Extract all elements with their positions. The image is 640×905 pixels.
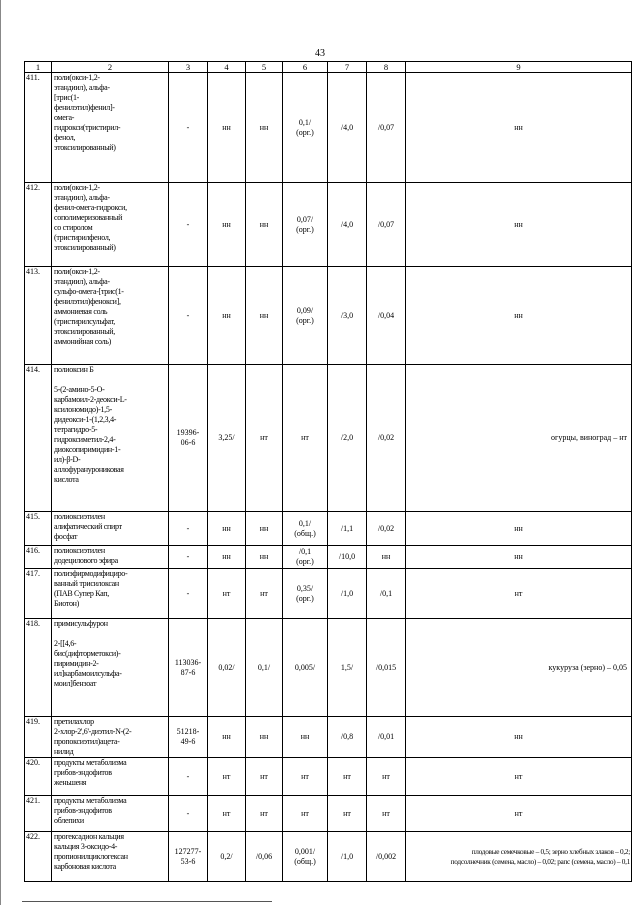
crop-residue-limits bbox=[406, 619, 632, 717]
cell-line: 0,07/ bbox=[296, 214, 314, 224]
value-col-7: /1,1 bbox=[328, 512, 367, 546]
value-col-6 bbox=[283, 796, 328, 832]
substance-name bbox=[52, 546, 169, 569]
cell-line: фосфат bbox=[54, 532, 78, 541]
cell-line: этандиил), альфа- bbox=[54, 277, 110, 286]
cell-line: нт bbox=[514, 588, 523, 598]
cell-line: плодовые семечковые – 0,5; зерно хлебных злаков – 0,2; bbox=[471, 846, 630, 856]
value-col-4: нт bbox=[208, 758, 246, 796]
cell-line: аллофуранурониковая bbox=[54, 465, 124, 474]
cell-line: нт bbox=[514, 808, 523, 818]
cell-line: женьшеня bbox=[54, 778, 87, 787]
substance-name bbox=[52, 758, 169, 796]
value-col-8: /0,02 bbox=[367, 365, 406, 512]
table-row bbox=[25, 267, 632, 365]
header-cell: 8 bbox=[367, 62, 406, 73]
value-col-5: /0,06 bbox=[246, 832, 283, 882]
cell-line: 0,1/ bbox=[298, 518, 312, 528]
value-col-6 bbox=[283, 832, 328, 882]
cas-number bbox=[169, 717, 208, 758]
value-col-6 bbox=[283, 512, 328, 546]
cas-number: - bbox=[169, 569, 208, 619]
cell-line: 19396- bbox=[176, 428, 200, 437]
value-col-4: нт bbox=[208, 796, 246, 832]
value-col-4: нн bbox=[208, 512, 246, 546]
cell-line: кукуруза (зерно) – 0,05 bbox=[548, 662, 627, 672]
row-number: 421. bbox=[25, 796, 52, 832]
header-cell: 7 bbox=[328, 62, 367, 73]
cell-line: нн bbox=[300, 732, 310, 741]
value-col-6 bbox=[283, 717, 328, 758]
cas-number bbox=[169, 832, 208, 882]
cell-line: продукты метаболизма bbox=[54, 796, 127, 805]
cell-line: 5-(2-амино-5-О- bbox=[54, 385, 105, 394]
crop-residue-limits bbox=[406, 796, 632, 832]
cell-line: претилахлор bbox=[54, 717, 94, 726]
cell-line: Биотон) bbox=[54, 599, 80, 608]
cell-line: фенилэтил)фенил]- bbox=[54, 103, 115, 112]
cell-line: этоксилированный) bbox=[54, 243, 116, 252]
cell-line: 0,001/ bbox=[294, 846, 316, 856]
cell-line: полиэфирмодифициро- bbox=[54, 569, 128, 578]
value-col-7: нт bbox=[328, 758, 367, 796]
cell-line: бис(дифторметокси)- bbox=[54, 649, 121, 658]
value-col-8: /0,01 bbox=[367, 717, 406, 758]
crop-residue-limits bbox=[406, 73, 632, 183]
header-cell: 4 bbox=[208, 62, 246, 73]
cell-line: этандиил), альфа- bbox=[54, 193, 110, 202]
value-col-8: нт bbox=[367, 796, 406, 832]
value-col-8: нт bbox=[367, 758, 406, 796]
table-row bbox=[25, 758, 632, 796]
cell-line: полиоксин Б bbox=[54, 365, 94, 374]
cell-line: нт bbox=[301, 771, 309, 781]
table-row bbox=[25, 796, 632, 832]
cell-line: дидеокси-1-(1,2,3,4- bbox=[54, 415, 117, 424]
page-number: 43 bbox=[315, 48, 325, 59]
cell-line: нн bbox=[514, 552, 523, 561]
header-cell: 3 bbox=[169, 62, 208, 73]
value-col-7: /4,0 bbox=[328, 73, 367, 183]
cell-line: моил]бензоат bbox=[54, 679, 97, 688]
cell-line: кислота bbox=[54, 475, 79, 484]
cell-line: тетрагидро-5- bbox=[54, 425, 98, 434]
cell-line: 2-хлор-2',6'-диэтил-N-(2- bbox=[54, 727, 132, 736]
value-col-8: /0,002 bbox=[367, 832, 406, 882]
cell-line: нн bbox=[514, 523, 523, 533]
value-col-5: нн bbox=[246, 183, 283, 267]
cell-line: ил]карбамоилсульфа- bbox=[54, 669, 122, 678]
cell-line: гидроксиметил-2,4- bbox=[54, 435, 116, 444]
cell-line: аммонийная соль) bbox=[54, 337, 111, 346]
cell-line: 113036- bbox=[174, 657, 202, 667]
value-col-7: /2,0 bbox=[328, 365, 367, 512]
value-col-4: нн bbox=[208, 717, 246, 758]
value-col-7: /4,0 bbox=[328, 183, 367, 267]
substance-name bbox=[52, 73, 169, 183]
cas-number: - bbox=[169, 267, 208, 365]
value-col-6 bbox=[283, 569, 328, 619]
cell-line: сополимеризованный bbox=[54, 213, 123, 222]
value-col-7: /3,0 bbox=[328, 267, 367, 365]
cell-line: аммониевая соль bbox=[54, 307, 108, 316]
cell-line: /0,1 bbox=[298, 547, 312, 556]
substance-name bbox=[52, 183, 169, 267]
cell-line: нт bbox=[301, 433, 309, 442]
table-row bbox=[25, 619, 632, 717]
row-number: 422. bbox=[25, 832, 52, 882]
cell-line: фенилэтил)фенокси], bbox=[54, 297, 121, 306]
cell-line: [трис(1- bbox=[54, 93, 80, 102]
cell-line: продукты метаболизма bbox=[54, 758, 127, 767]
crop-residue-limits bbox=[406, 758, 632, 796]
value-col-6 bbox=[283, 73, 328, 183]
value-col-7: /1,0 bbox=[328, 569, 367, 619]
cell-line: 0,1/ bbox=[298, 117, 312, 127]
crop-residue-limits bbox=[406, 365, 632, 512]
value-col-4: нн bbox=[208, 267, 246, 365]
cell-line: 0,005/ bbox=[294, 662, 316, 672]
cell-line: полиоксиэтилен bbox=[54, 512, 105, 521]
value-col-4: 0,02/ bbox=[208, 619, 246, 717]
row-number: 412. bbox=[25, 183, 52, 267]
cell-line: 2-[[4,6- bbox=[54, 639, 77, 648]
value-col-6 bbox=[283, 546, 328, 569]
value-col-4: нн bbox=[208, 546, 246, 569]
substance-name bbox=[52, 569, 169, 619]
value-col-5: нт bbox=[246, 365, 283, 512]
cas-number bbox=[169, 365, 208, 512]
crop-residue-limits bbox=[406, 717, 632, 758]
value-col-4: нн bbox=[208, 183, 246, 267]
cell-line: нилид bbox=[54, 747, 74, 756]
cell-line: нн bbox=[514, 122, 523, 132]
value-col-5: 0,1/ bbox=[246, 619, 283, 717]
table-row bbox=[25, 365, 632, 512]
table-row bbox=[25, 569, 632, 619]
cell-line: кальция 3-оксидо-4- bbox=[54, 842, 118, 851]
cell-line: подсолнечник (семена, масло) – 0,02; рапс (семена, масло) – 0,1 bbox=[450, 856, 630, 866]
cas-number: - bbox=[169, 546, 208, 569]
cell-line: фенол, bbox=[54, 133, 76, 142]
cell-line: поли(окси-1,2- bbox=[54, 183, 100, 192]
cell-line: (орг.) bbox=[296, 315, 314, 325]
value-col-5: нт bbox=[246, 796, 283, 832]
cell-line: 0,35/ bbox=[296, 583, 314, 593]
substance-name bbox=[52, 796, 169, 832]
cell-line: 51218- bbox=[176, 727, 200, 736]
cell-line: (тристирилсульфат, bbox=[54, 317, 115, 326]
cell-line: пропионилциклогексан bbox=[54, 852, 128, 861]
value-col-7: нт bbox=[328, 796, 367, 832]
table-row bbox=[25, 832, 632, 882]
cell-line: ксилономидо)-1,5- bbox=[54, 405, 112, 414]
cell-line: (общ.) bbox=[294, 856, 316, 866]
cell-line: этоксилированный, bbox=[54, 327, 115, 336]
cell-line: карбоновая кислота bbox=[54, 862, 116, 871]
value-col-6 bbox=[283, 365, 328, 512]
row-number: 418. bbox=[25, 619, 52, 717]
row-number: 413. bbox=[25, 267, 52, 365]
value-col-6 bbox=[283, 267, 328, 365]
value-col-5: нн bbox=[246, 73, 283, 183]
cell-line: поли(окси-1,2- bbox=[54, 73, 100, 82]
row-number: 414. bbox=[25, 365, 52, 512]
cell-line: 06-6 bbox=[180, 438, 196, 447]
value-col-8: /0,07 bbox=[367, 73, 406, 183]
substance-name bbox=[52, 832, 169, 882]
cell-line: пропоксиэтил)ацета- bbox=[54, 737, 120, 746]
cell-line: диоксопиримидин-1- bbox=[54, 445, 121, 454]
table-row bbox=[25, 546, 632, 569]
header-cell: 2 bbox=[52, 62, 169, 73]
crop-residue-limits bbox=[406, 267, 632, 365]
header-row bbox=[25, 62, 632, 73]
cell-line: пиримидин-2- bbox=[54, 659, 99, 668]
substance-name bbox=[52, 717, 169, 758]
cell-line: этоксилированный) bbox=[54, 143, 116, 152]
header-cell: 1 bbox=[25, 62, 52, 73]
cell-line: ванный трисилоксан bbox=[54, 579, 119, 588]
cas-number: - bbox=[169, 183, 208, 267]
cell-line: поли(окси-1,2- bbox=[54, 267, 100, 276]
value-col-4: нн bbox=[208, 73, 246, 183]
cell-line: нн bbox=[514, 219, 523, 229]
substance-name bbox=[52, 619, 169, 717]
regulation-table bbox=[24, 61, 632, 882]
value-col-8: /0,04 bbox=[367, 267, 406, 365]
value-col-4: нт bbox=[208, 569, 246, 619]
cell-line: омега- bbox=[54, 113, 75, 122]
value-col-8: /0,02 bbox=[367, 512, 406, 546]
cell-line: 0,09/ bbox=[296, 305, 314, 315]
row-number: 419. bbox=[25, 717, 52, 758]
cell-line: (ПАВ Супер Кап, bbox=[54, 589, 109, 598]
value-col-6 bbox=[283, 619, 328, 717]
cell-line: сульфо-омега-[трис(1- bbox=[54, 287, 124, 296]
value-col-4: 0,2/ bbox=[208, 832, 246, 882]
cell-line: (тристирилфенол, bbox=[54, 233, 111, 242]
value-col-5: нн bbox=[246, 546, 283, 569]
cell-line: 49-6 bbox=[180, 737, 196, 746]
value-col-8: нн bbox=[367, 546, 406, 569]
cell-line: 87-6 bbox=[180, 667, 196, 677]
cas-number: - bbox=[169, 512, 208, 546]
cell-line: (орг.) bbox=[296, 557, 314, 566]
cell-line: облепихи bbox=[54, 816, 84, 825]
value-col-7: /10,0 bbox=[328, 546, 367, 569]
cas-number bbox=[169, 619, 208, 717]
value-col-7: /0,8 bbox=[328, 717, 367, 758]
value-col-5: нт bbox=[246, 569, 283, 619]
cell-line: прогексадион кальция bbox=[54, 832, 124, 841]
table-row bbox=[25, 183, 632, 267]
cell-line: (орг.) bbox=[296, 593, 314, 603]
cell-line: (общ.) bbox=[294, 528, 316, 538]
value-col-5: нн bbox=[246, 717, 283, 758]
cell-line: гидрокси(тристирил- bbox=[54, 123, 121, 132]
table-body bbox=[25, 62, 632, 882]
value-col-6 bbox=[283, 183, 328, 267]
cell-line bbox=[54, 629, 166, 639]
value-col-5: нн bbox=[246, 512, 283, 546]
cell-line: нн bbox=[514, 310, 523, 320]
substance-name bbox=[52, 512, 169, 546]
cas-number: - bbox=[169, 73, 208, 183]
cell-line: (орг.) bbox=[296, 127, 314, 137]
cell-line: грибов-эндофитов bbox=[54, 806, 112, 815]
value-col-8: /0,1 bbox=[367, 569, 406, 619]
cell-line: додецилового эфира bbox=[54, 556, 118, 565]
header-cell: 9 bbox=[406, 62, 632, 73]
cell-line: нн bbox=[514, 732, 523, 741]
crop-residue-limits bbox=[406, 546, 632, 569]
cell-line: нт bbox=[301, 808, 309, 818]
value-col-7: 1,5/ bbox=[328, 619, 367, 717]
substance-name bbox=[52, 267, 169, 365]
cell-line bbox=[54, 375, 166, 385]
cell-line: полиоксиэтилен bbox=[54, 546, 105, 555]
value-col-8: /0,015 bbox=[367, 619, 406, 717]
cell-line: карбамоил-2-деокси-L- bbox=[54, 395, 127, 404]
row-number: 411. bbox=[25, 73, 52, 183]
cell-line: 53-6 bbox=[180, 856, 196, 866]
value-col-4: 3,25/ bbox=[208, 365, 246, 512]
cas-number: - bbox=[169, 796, 208, 832]
header-cell: 6 bbox=[283, 62, 328, 73]
row-number: 420. bbox=[25, 758, 52, 796]
row-number: 415. bbox=[25, 512, 52, 546]
cell-line: грибов-эндофитов bbox=[54, 768, 112, 777]
crop-residue-limits bbox=[406, 183, 632, 267]
header-cell: 5 bbox=[246, 62, 283, 73]
value-col-7: /1,0 bbox=[328, 832, 367, 882]
table-row bbox=[25, 73, 632, 183]
value-col-5: нт bbox=[246, 758, 283, 796]
cell-line: со стиролом bbox=[54, 223, 93, 232]
crop-residue-limits bbox=[406, 569, 632, 619]
row-number: 417. bbox=[25, 569, 52, 619]
substance-name bbox=[52, 365, 169, 512]
table-row bbox=[25, 717, 632, 758]
cell-line: (орг.) bbox=[296, 224, 314, 234]
crop-residue-limits bbox=[406, 832, 632, 882]
footnote-rule bbox=[22, 901, 272, 902]
cell-line: огурцы, виноград – нт bbox=[551, 433, 627, 442]
value-col-5: нн bbox=[246, 267, 283, 365]
crop-residue-limits bbox=[406, 512, 632, 546]
cell-line: нт bbox=[514, 771, 523, 781]
value-col-6 bbox=[283, 758, 328, 796]
scan-left-edge bbox=[0, 0, 1, 905]
cell-line: 127277- bbox=[174, 846, 202, 856]
cas-number: - bbox=[169, 758, 208, 796]
cell-line: фенил-омега-гидрокси, bbox=[54, 203, 127, 212]
value-col-8: /0,07 bbox=[367, 183, 406, 267]
cell-line: этандиил), альфа- bbox=[54, 83, 110, 92]
cell-line: примисульфурон bbox=[54, 619, 108, 628]
row-number: 416. bbox=[25, 546, 52, 569]
table-row bbox=[25, 512, 632, 546]
cell-line: алифатический спирт bbox=[54, 522, 122, 531]
cell-line: ил)-β-D- bbox=[54, 455, 81, 464]
